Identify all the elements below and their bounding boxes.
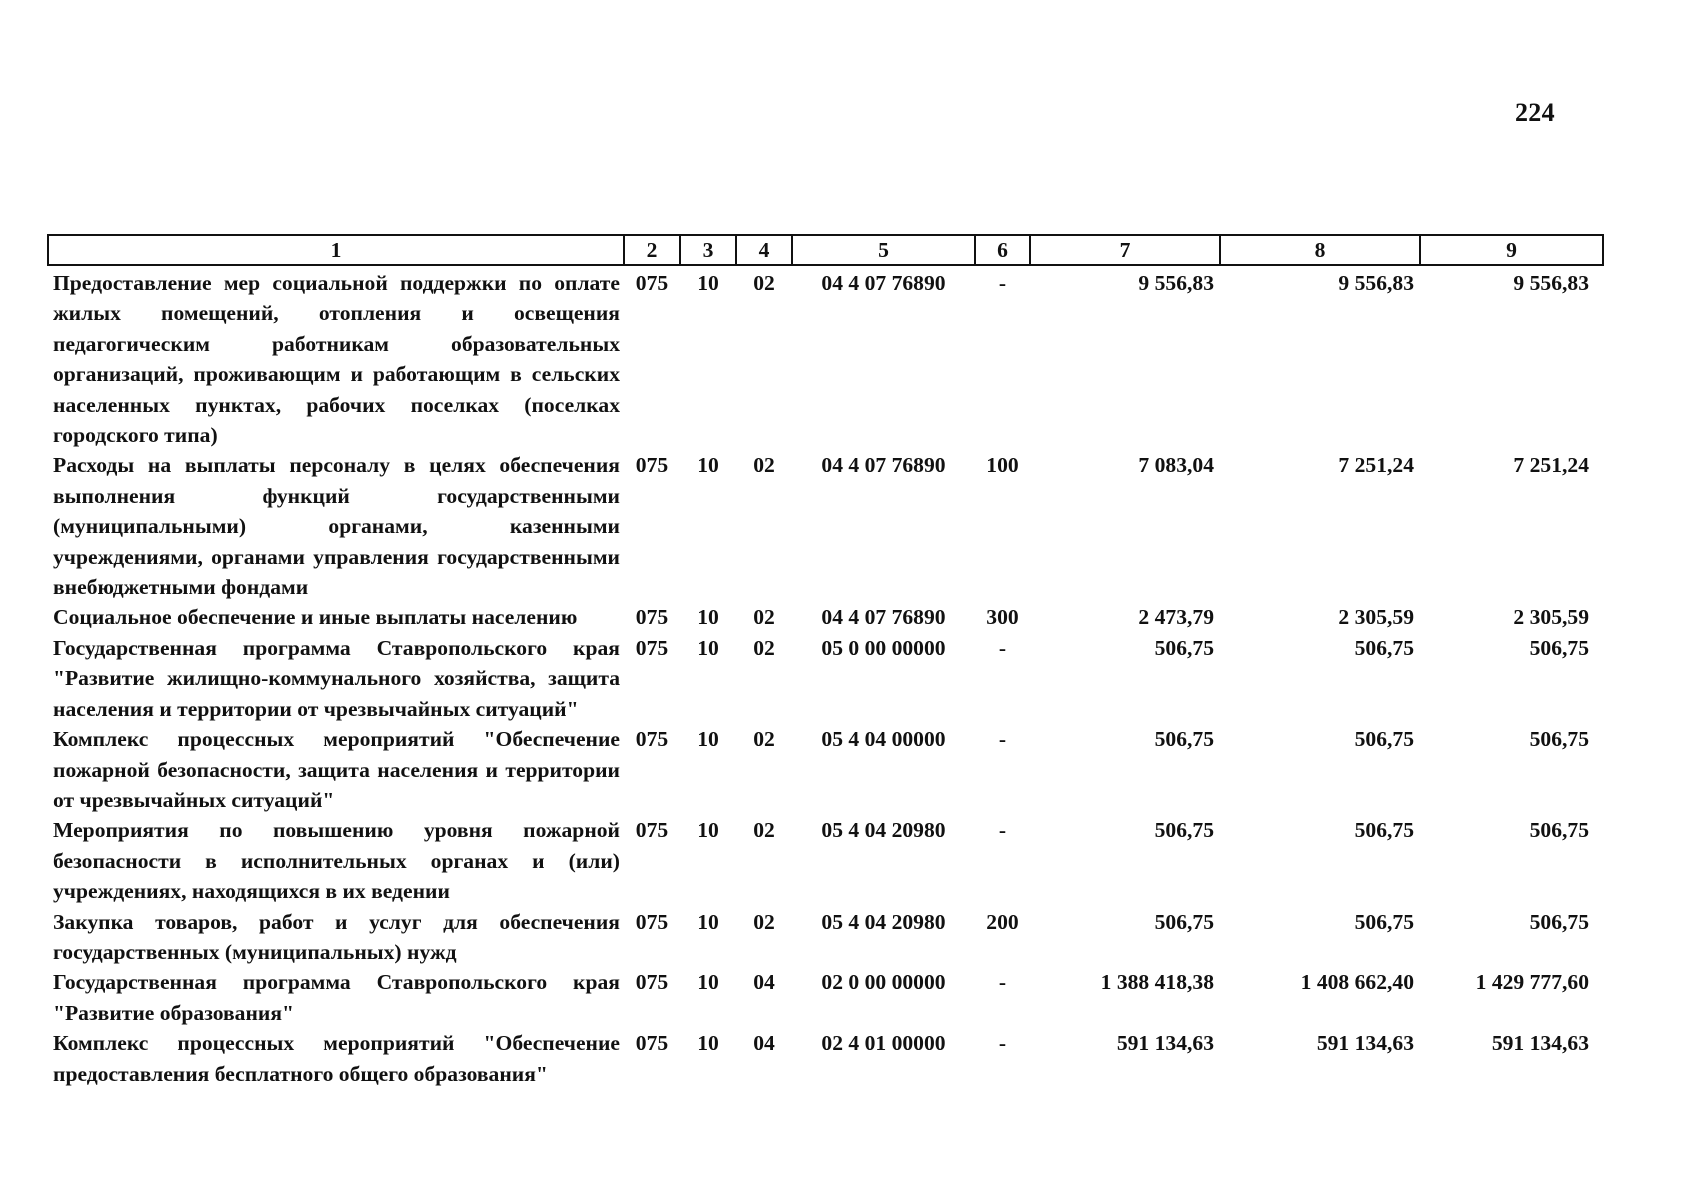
table-header: [48, 235, 1603, 265]
cell-section: 10: [697, 909, 719, 934]
cell-amount-year-1: 506,75: [1154, 727, 1214, 752]
cell-amount-year-2: 1 408 662,40: [1300, 970, 1414, 995]
budget-table: [47, 234, 1604, 1089]
cell-subsection: 02: [753, 605, 775, 630]
cell-section: 10: [697, 635, 719, 660]
cell-recipient-code: 075: [635, 909, 669, 934]
cell-amount-year-3: 7 251,24: [1513, 453, 1589, 478]
cell-item-name: Мероприятия по повышению уровня пожарной безопасности в исполнительных органах и (или) учреждениях, находящихся в их ведении: [53, 818, 620, 904]
cell-subsection: 04: [753, 970, 775, 995]
cell-section: 10: [697, 1031, 719, 1056]
table-row: [48, 967, 1603, 1028]
header-col-5: 5: [792, 235, 975, 265]
header-col-1: 1: [48, 235, 624, 265]
table-row: [48, 450, 1603, 602]
cell-item-name: Закупка товаров, работ и услуг для обеспечения государственных (муниципальных) нужд: [53, 909, 620, 964]
cell-expense-type: -: [998, 271, 1007, 295]
cell-amount-year-1: 2 473,79: [1138, 605, 1214, 630]
cell-amount-year-3: 2 305,59: [1513, 605, 1589, 630]
table-row: [48, 633, 1603, 724]
header-col-2: 2: [624, 235, 680, 265]
cell-item-name: Расходы на выплаты персоналу в целях обеспечения выполнения функций государственными (муниципальными) органами, казенными учреждениями, органами управления государственными внебюджетными фондами: [53, 453, 620, 600]
cell-recipient-code: 075: [635, 727, 669, 752]
cell-subsection: 04: [753, 1031, 775, 1056]
cell-expense-type: -: [998, 727, 1007, 752]
cell-expense-type: -: [998, 818, 1007, 843]
cell-amount-year-1: 506,75: [1154, 909, 1214, 934]
cell-item-name: Предоставление мер социальной поддержки по оплате жилых помещений, отопления и освещения педагогическим работникам образовательных организаций, проживающим и работающим в сельских населенных пунктах, рабочих поселках (поселках городского типа): [53, 271, 620, 448]
table-row: [48, 1028, 1603, 1089]
cell-amount-year-2: 2 305,59: [1338, 605, 1414, 630]
table-body: [48, 265, 1603, 1089]
cell-amount-year-3: 506,75: [1529, 818, 1589, 843]
cell-target-article: 05 4 04 20980: [821, 909, 946, 934]
table-row: [48, 907, 1603, 968]
cell-expense-type: -: [998, 635, 1007, 660]
cell-target-article: 04 4 07 76890: [821, 271, 946, 295]
cell-target-article: 05 4 04 00000: [821, 727, 946, 752]
cell-amount-year-3: 506,75: [1529, 635, 1589, 660]
cell-recipient-code: 075: [635, 635, 669, 660]
cell-amount-year-3: 506,75: [1529, 727, 1589, 752]
cell-expense-type: 300: [986, 605, 1019, 630]
cell-amount-year-1: 7 083,04: [1138, 453, 1214, 478]
cell-amount-year-1: 506,75: [1154, 635, 1214, 660]
cell-item-name: Социальное обеспечение и иные выплаты населению: [53, 605, 578, 630]
cell-subsection: 02: [753, 453, 775, 478]
cell-item-name: Государственная программа Ставропольского края "Развитие жилищно-коммунального хозяйства, защита населения и территории от чрезвычайных ситуаций": [53, 635, 620, 721]
cell-expense-type: 200: [986, 909, 1019, 934]
cell-expense-type: -: [998, 970, 1007, 995]
cell-expense-type: 100: [986, 453, 1019, 478]
cell-amount-year-2: 7 251,24: [1338, 453, 1414, 478]
cell-subsection: 02: [753, 635, 775, 660]
header-col-4: 4: [736, 235, 792, 265]
cell-item-name: Комплекс процессных мероприятий "Обеспечение предоставления бесплатного общего образования": [53, 1031, 620, 1086]
cell-amount-year-2: 591 134,63: [1316, 1031, 1414, 1056]
cell-amount-year-1: 591 134,63: [1116, 1031, 1214, 1056]
cell-amount-year-2: 506,75: [1354, 635, 1414, 660]
cell-recipient-code: 075: [635, 605, 669, 630]
header-col-6: 6: [975, 235, 1030, 265]
cell-amount-year-3: 9 556,83: [1513, 271, 1589, 295]
table-row: [48, 815, 1603, 906]
cell-recipient-code: 075: [635, 271, 669, 295]
header-col-9: 9: [1420, 235, 1603, 265]
header-col-3: 3: [680, 235, 736, 265]
cell-amount-year-2: 506,75: [1354, 727, 1414, 752]
cell-subsection: 02: [753, 818, 775, 843]
table-row: [48, 602, 1603, 632]
cell-amount-year-1: 506,75: [1154, 818, 1214, 843]
cell-section: 10: [697, 970, 719, 995]
cell-amount-year-1: 9 556,83: [1138, 271, 1214, 295]
cell-amount-year-3: 506,75: [1529, 909, 1589, 934]
cell-item-name: Государственная программа Ставропольского края "Развитие образования": [53, 970, 620, 1025]
cell-expense-type: -: [998, 1031, 1007, 1056]
cell-section: 10: [697, 271, 719, 295]
table-row: [48, 724, 1603, 815]
cell-recipient-code: 075: [635, 970, 669, 995]
cell-target-article: 05 4 04 20980: [821, 818, 946, 843]
header-col-7: 7: [1030, 235, 1220, 265]
cell-item-name: Комплекс процессных мероприятий "Обеспечение пожарной безопасности, защита населения и территории от чрезвычайных ситуаций": [53, 727, 620, 812]
cell-amount-year-2: 506,75: [1354, 818, 1414, 843]
cell-section: 10: [697, 453, 719, 478]
header-col-8: 8: [1220, 235, 1420, 265]
header-row: [48, 235, 1603, 265]
cell-amount-year-3: 1 429 777,60: [1475, 970, 1589, 995]
page-number: 224: [1515, 98, 1555, 127]
cell-target-article: 04 4 07 76890: [821, 453, 946, 478]
cell-recipient-code: 075: [635, 1031, 669, 1056]
cell-subsection: 02: [753, 727, 775, 752]
cell-target-article: 04 4 07 76890: [821, 605, 946, 630]
cell-amount-year-2: 506,75: [1354, 909, 1414, 934]
cell-target-article: 02 0 00 00000: [821, 970, 946, 995]
table-row: [48, 265, 1603, 450]
cell-section: 10: [697, 727, 719, 752]
cell-target-article: 02 4 01 00000: [821, 1031, 946, 1056]
cell-amount-year-1: 1 388 418,38: [1100, 970, 1214, 995]
cell-target-article: 05 0 00 00000: [821, 635, 946, 660]
cell-recipient-code: 075: [635, 818, 669, 843]
cell-recipient-code: 075: [635, 453, 669, 478]
cell-subsection: 02: [753, 271, 775, 295]
cell-amount-year-2: 9 556,83: [1338, 271, 1414, 295]
cell-subsection: 02: [753, 909, 775, 934]
cell-section: 10: [697, 818, 719, 843]
cell-amount-year-3: 591 134,63: [1491, 1031, 1589, 1056]
cell-section: 10: [697, 605, 719, 630]
